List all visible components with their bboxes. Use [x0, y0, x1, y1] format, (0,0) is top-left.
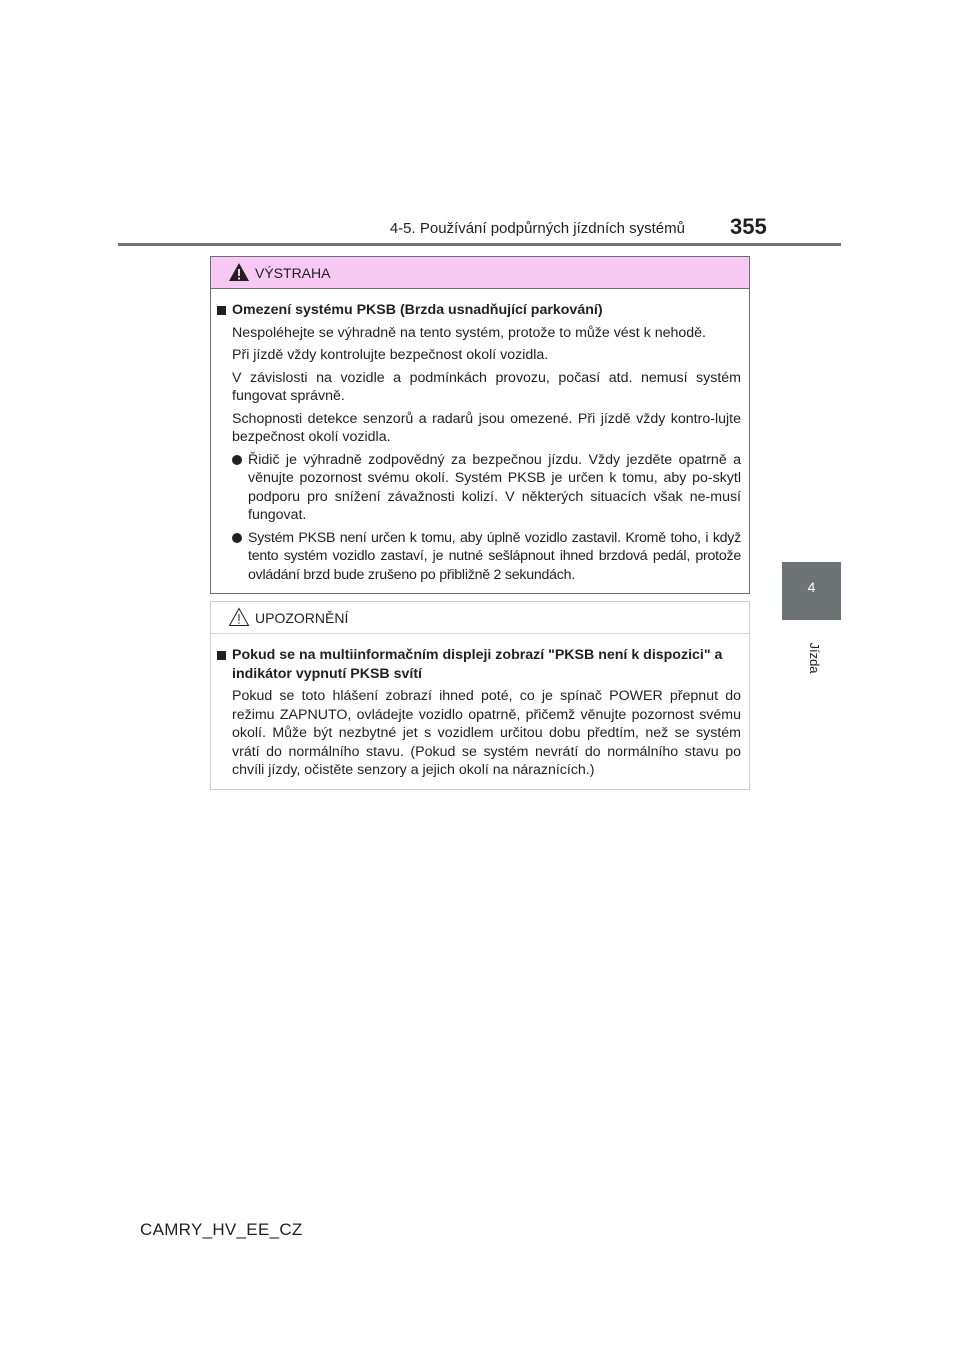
caution-paragraph: Pokud se toto hlášení zobrazí ihned poté, co je spínač POWER přepnut do režimu ZAPNUTO, ovládejte vozidlo opatrně, přičemž věnujte pozornost svému okolí. Může být nezbytné jet s vozidlem určitou dobu předtím, než se systém vrátí do normálního stavu. (Pokud se systém nevrátí do normálního stavu po chvíli jízdy, očistěte senzory a jejich okolí na náraznících.): [232, 688, 741, 778]
chapter-tab-label: Jízda: [807, 642, 822, 674]
warning-topic-text: Omezení systému PKSB (Brzda usnadňující parkování): [232, 302, 603, 318]
caution-topic-text: Pokud se na multiinformačním displeji zobrazí "PKSB není k dispozici" a indikátor vypnutí PKSB svítí: [232, 647, 723, 682]
warning-paragraph: Při jízdě vždy kontrolujte bezpečnost okolí vozidla.: [232, 347, 549, 363]
warning-paragraph: Nespoléhejte se výhradně na tento systém, protože to může vést k nehodě.: [232, 324, 706, 341]
caution-triangle-icon: [228, 607, 250, 627]
warning-paragraph: V závislosti na vozidle a podmínkách provozu, počasí atd. nemusí systém fungovat správně.: [232, 369, 741, 404]
warning-bullet-text: Systém PKSB není určen k tomu, aby úplně vozidlo zastavil. Kromě toho, i když tento systém vozidlo zastaví, je nutné sešlápnout ihned brzdová pedál, protože ovládání brzd bude zrušeno po přibližně 2 sekundách.: [248, 529, 741, 583]
warning-triangle-icon: [228, 262, 250, 282]
warning-body: [211, 289, 749, 584]
caution-header: [211, 602, 749, 634]
round-bullet-icon: [232, 455, 242, 465]
warning-box: [210, 256, 750, 594]
header-rule: [118, 243, 841, 246]
warning-bullet: [232, 529, 741, 585]
caution-box: [210, 601, 750, 790]
square-bullet-icon: [217, 651, 226, 660]
caution-topic: [217, 646, 741, 683]
square-bullet-icon: [217, 306, 226, 315]
chapter-tab[interactable]: [782, 562, 841, 620]
round-bullet-icon: [232, 533, 242, 543]
warning-paragraph: Schopnosti detekce senzorů a radarů jsou omezené. Při jízdě vždy kontro-lujte bezpečnost okolí vozidla.: [232, 410, 741, 445]
warning-topic: [217, 301, 741, 320]
warning-header: [211, 257, 749, 289]
chapter-tab-number: 4: [807, 579, 816, 595]
manual-code: CAMRY_HV_EE_CZ: [140, 1220, 303, 1239]
section-title: 4-5. Používání podpůrných jízdních systémů: [389, 220, 685, 237]
caution-title: UPOZORNĚNÍ: [255, 610, 349, 626]
page-number: 355: [730, 214, 767, 239]
warning-bullet: [232, 451, 741, 525]
warning-bullet-text: Řidič je výhradně zodpovědný za bezpečnou jízdu. Vždy jezděte opatrně a věnujte pozornost svému okolí. Systém PKSB je určen k tomu, aby po-skytl podporu pro snížení závažnosti kolizí. V některých situacích však ne-musí fungovat.: [248, 451, 741, 523]
caution-body: [211, 634, 749, 780]
warning-title: VÝSTRAHA: [255, 265, 331, 281]
